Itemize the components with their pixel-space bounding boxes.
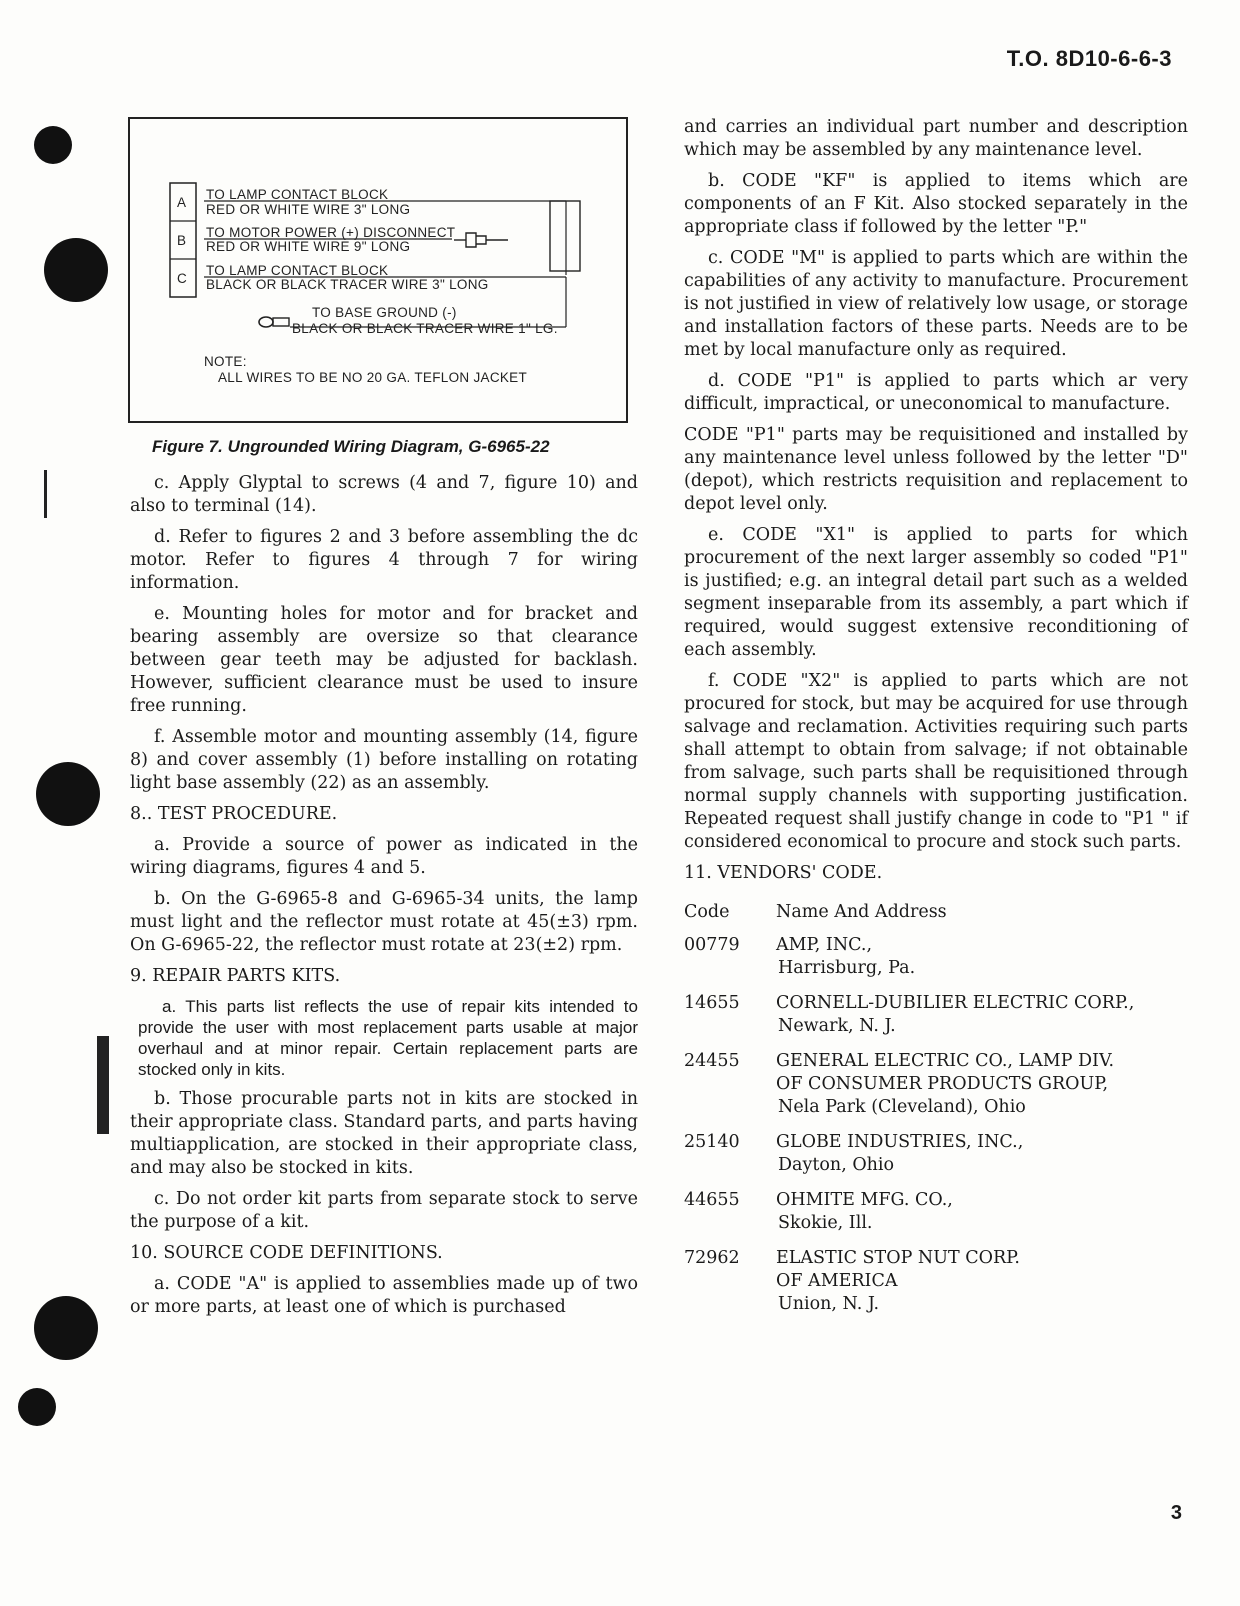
ground-wire-spec: BLACK OR BLACK TRACER WIRE 1" LG. [292,321,558,336]
section-10-heading: 10. SOURCE CODE DEFINITIONS. [130,1243,443,1263]
vendor-name: ELASTIC STOP NUT CORP. [776,1248,1020,1268]
section-10-para-c: c. CODE "M" is applied to parts which are within the capabilities of any activity to manufacture. Procurement is not justified in view of relatively low usage, or storage and installation factors of these parts. Needs are to be met by local manufacture only as required. [684,248,1188,360]
vendor-code: 25140 [684,1132,740,1152]
terminal-b-label: B [177,233,187,248]
terminal-c-label: C [177,271,188,286]
vendor-address [776,1131,1188,1189]
table-row [684,934,1188,992]
section-8-para-b: b. On the G-6965-8 and G-6965-34 units, the lamp must light and the reflector must rotate at 45(±3) rpm. On G-6965-22, the reflector must rotate at 23(±2) rpm. [130,889,638,955]
section-10-para-a: a. CODE "A" is applied to assemblies made up of two or more parts, at least one of which is purchased [130,1274,638,1317]
table-row [684,1050,1188,1131]
section-11-heading: 11. VENDORS' CODE. [684,863,883,883]
wire-a-destination: TO LAMP CONTACT BLOCK [206,187,389,202]
wiring-diagram [130,119,626,421]
wire-c-spec: BLACK OR BLACK TRACER WIRE 3" LONG [206,277,489,292]
name-column-header: Name And Address [776,902,947,922]
vendor-code: 00779 [684,935,740,955]
vendor-code: 44655 [684,1190,740,1210]
margin-mark [44,470,47,518]
table-row [684,1131,1188,1189]
figure-caption: Figure 7. Ungrounded Wiring Diagram, G-6965-22 [152,437,550,456]
vendor-location: Union, N. J. [778,1294,880,1314]
paragraph-f: f. Assemble motor and mounting assembly (14, figure 8) and cover assembly (1) before installing on rotating light base assembly (22) as an assembly. [130,727,638,793]
wiring-diagram-figure [128,117,628,423]
wire-b-spec: RED OR WHITE WIRE 9" LONG [206,239,411,254]
page-number: 3 [1170,1502,1182,1524]
vendor-name: AMP, INC., [776,935,873,955]
technical-order-number: T.O. 8D10-6-6-3 [1006,46,1172,71]
table-row [684,1189,1188,1247]
paragraph-c: c. Apply Glyptal to screws (4 and 7, figure 10) and also to terminal (14). [130,473,638,516]
vendor-code: 72962 [684,1248,740,1268]
punch-hole-5 [18,1388,56,1426]
vendor-address [776,992,1188,1050]
wire-a-spec: RED OR WHITE WIRE 3" LONG [206,202,411,217]
figure-note-text: ALL WIRES TO BE NO 20 GA. TEFLON JACKET [218,370,528,385]
right-text-column [684,116,1188,1328]
vendor-name: CORNELL-DUBILIER ELECTRIC CORP., [776,993,1135,1013]
section-10-para-d-continued: CODE "P1" parts may be requisitioned and installed by any maintenance level unless followed by the letter "D" (depot), which restricts requisition and replacement to depot level only. [684,425,1188,514]
section-10-para-e: e. CODE "X1" is applied to parts for which procurement of the next larger assembly so coded "P1" is justified; e.g. an integral detail part such as a welded segment inseparable from its assembly, a part which if required, would suggest extensive reconditioning of each assembly. [684,525,1188,660]
code-column-header: Code [684,902,730,922]
vendor-code: 14655 [684,993,740,1013]
wire-b-destination: TO MOTOR POWER (+) DISCONNECT [206,225,456,240]
vendors-code-table [684,893,1188,1328]
section-8-para-a: a. Provide a source of power as indicated in the wiring diagrams, figures 4 and 5. [130,835,638,878]
vendor-address [776,934,1188,992]
punch-hole-2 [44,238,108,302]
vendor-name-continued: OF CONSUMER PRODUCTS GROUP, [776,1074,1109,1094]
vendor-code: 24455 [684,1051,740,1071]
section-10-para-b: b. CODE "KF" is applied to items which are components of an F Kit. Also stocked separately in the appropriate class if followed by the letter "P." [684,171,1188,237]
table-row [684,992,1188,1050]
vendor-location: Harrisburg, Pa. [778,958,916,978]
disconnect-connector-icon [454,233,508,247]
vendor-location: Dayton, Ohio [778,1155,895,1175]
vendor-address [776,1050,1188,1131]
figure-note-label: NOTE: [204,354,247,369]
vendor-name: GLOBE INDUSTRIES, INC., [776,1132,1024,1152]
section-10-para-d: d. CODE "P1" is applied to parts which ar very difficult, impractical, or uneconomical to manufacture. [684,371,1188,414]
vendor-name-continued: OF AMERICA [776,1271,898,1291]
paragraph-e: e. Mounting holes for motor and for bracket and bearing assembly are oversize so that clearance between gear teeth may be adjusted for backlash. However, sufficient clearance must be used to insure free running. [130,604,638,716]
vendor-name: GENERAL ELECTRIC CO., LAMP DIV. [776,1051,1115,1071]
section-8-heading: 8.. TEST PROCEDURE. [130,804,338,824]
section-10-para-a-continued: and carries an individual part number and description which may be assembled by any maintenance level. [684,117,1188,160]
punch-hole-1 [34,126,72,164]
vendor-location: Skokie, Ill. [778,1213,873,1233]
terminal-a-label: A [177,195,187,210]
vendors-table-header [684,893,1188,934]
change-bar [97,1036,109,1134]
punch-hole-3 [36,762,100,826]
lamp-contact-block-shape [550,201,580,271]
wire-c-destination: TO LAMP CONTACT BLOCK [206,263,389,278]
vendor-address [776,1189,1188,1247]
section-9-para-b: b. Those procurable parts not in kits are stocked in their appropriate class. Standard parts, and parts having multiapplication, are stocked in their appropriate class, and may also be stocked in kits. [130,1089,638,1178]
table-row [684,1247,1188,1328]
ground-wire-destination: TO BASE GROUND (-) [312,305,457,320]
vendor-location: Newark, N. J. [778,1016,896,1036]
vendor-address [776,1247,1188,1328]
section-9-para-a: a. This parts list reflects the use of repair kits intended to provide the user with most replacement parts usable at major overhaul and at minor repair. Certain replacement parts are stocked only in kits. [138,997,638,1079]
vendor-location: Nela Park (Cleveland), Ohio [778,1097,1026,1117]
ground-ring-terminal-icon [259,317,289,327]
section-9-heading: 9. REPAIR PARTS KITS. [130,966,341,986]
section-9-para-c: c. Do not order kit parts from separate stock to serve the purpose of a kit. [130,1189,638,1232]
vendor-name: OHMITE MFG. CO., [776,1190,953,1210]
paragraph-d: d. Refer to figures 2 and 3 before assembling the dc motor. Refer to figures 4 through 7 for wiring information. [130,527,638,593]
section-10-para-f: f. CODE "X2" is applied to parts which are not procured for stock, but may be acquired for use through salvage and reclamation. Activities requiring such parts shall attempt to obtain from salvage; if not obtainable from salvage, such parts shall be requisitioned through normal supply channels with supporting justification. Repeated request shall justify change in code to "P1 " if considered economical to procure and stock such parts. [684,671,1188,852]
punch-hole-4 [34,1296,98,1360]
left-text-column [130,472,638,1327]
